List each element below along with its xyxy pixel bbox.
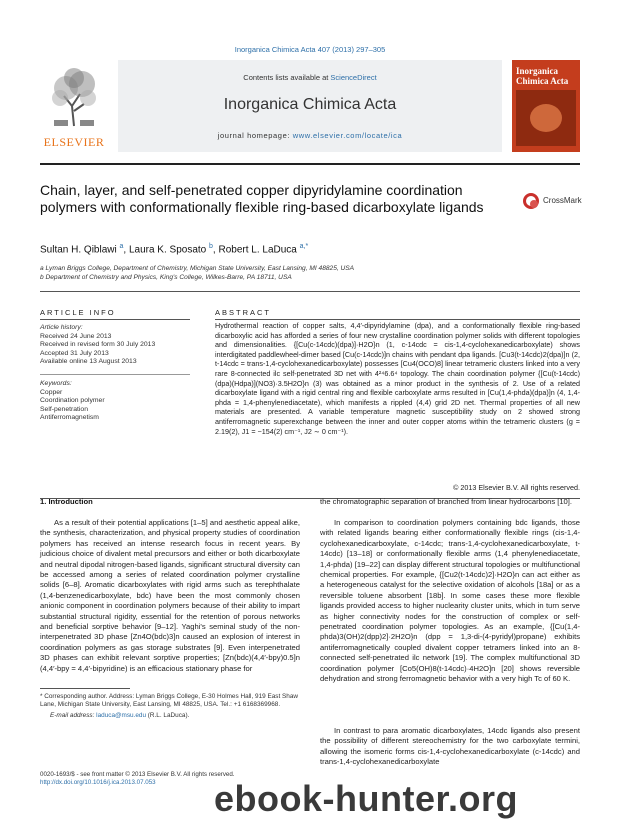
elsevier-logo	[40, 60, 108, 152]
journal-homepage-link[interactable]: www.elsevier.com/locate/ica	[292, 131, 403, 140]
author-name[interactable]: Sultan H. Qiblawi	[40, 244, 117, 256]
journal-reference[interactable]: Inorganica Chimica Acta 407 (2013) 297–305	[234, 45, 386, 54]
tree-logo-icon	[46, 66, 102, 128]
author-list: Sultan H. Qiblawi $^a$, Laura K. Sposato $^b$, Robert L. LaDuca $^{a,*}$	[40, 243, 309, 256]
abstract-rule	[215, 319, 580, 320]
publisher-wordmark: ELSEVIER	[43, 135, 105, 149]
copyright-notice: © 2013 Elsevier B.V. All rights reserved.	[453, 483, 580, 492]
affiliation: a Lyman Briggs College, Department of Chemistry, Michigan State University, East Lansing, MI 48825, USA	[40, 265, 355, 272]
affiliation: b Department of Chemistry and Physics, King's College, Wilkes-Barre, PA 18711, USA	[40, 274, 292, 281]
keyword: Antiferromagnetism	[40, 414, 99, 422]
crossmark-label: CrossMark	[543, 196, 582, 205]
footnote-rule	[40, 688, 130, 689]
watermark: ebook-hunter.org	[214, 778, 518, 819]
history-item: Received in revised form 30 July 2013	[40, 341, 156, 349]
molecule-graphic	[530, 104, 562, 132]
sciencedirect-link[interactable]: ScienceDirect	[330, 73, 377, 82]
article-info-rule	[40, 319, 190, 320]
crossmark-badge[interactable]	[523, 193, 593, 209]
abstract-text: Hydrothermal reaction of copper salts, 4,4′-dipyridylamine (dpa), and a conformationally flexible ring-based dicarboxylic acid has afforded a series of four new crystalline coordination polymer solids with different topologies and dimensionalities. {[Cu(c-14cdc)(dpa)]·H2O}n (1, c-14cdc = cis-1,4-cyclohexanedicarboxylate) shows interdigitated paddlewheel-dimer based [Cu(c-14cdc)]n chains with pendant dpa ligands. [Cu3(t-14cdc)2(dpa)]n (2, t-14cdc = trans-1,4-cyclohexanedicarboxylate) possesses [Cu4(OCO)8] linear tetrameric clusters linked into a very rare 8-connected ilc self-penetrated 3D net with 4²⁴6.6⁴ topology. The chain coordination polymer {[Cu(t-14cdc)(dpa)(Hdpa)](NO3)·3.5H2O}n (3) was obtained as a minor product in the synthesis of 2. Use of a related dicarboxylate ligand with a rigid central ring and flexible carboxylate arms resulted in [Cu(1,4-phda)(dpa)]n (4, 1,4-phda = 1,4-phenylenediacetate), which manifests a rippled (4,4) grid 2D net. Thermal properties of all new materials are presented. A variable temperature magnetic susceptibility study on 2 showed strong antiferromagnetic superexchange between the inner and outer copper atoms within the tetrameric clusters (g = 2.19(2), J1 = −154(2) cm⁻¹, J2 ∼ 0 cm⁻¹).	[215, 321, 580, 436]
author-affiliation-mark[interactable]: b	[209, 243, 213, 250]
contents-line: Contents lists available at ScienceDirect	[243, 73, 377, 82]
masthead	[40, 60, 580, 153]
journal-title: Inorganica Chimica Acta	[223, 96, 397, 113]
cover-artwork	[516, 90, 576, 146]
keyword: Self-penetration	[40, 405, 88, 413]
cover-title: Inorganica Chimica Acta	[516, 66, 569, 86]
header-rule	[40, 163, 580, 165]
section-heading: 1. Introduction	[40, 497, 93, 506]
affiliation-rule	[40, 291, 580, 292]
history-item: Accepted 31 July 2013	[40, 349, 109, 357]
journal-homepage: journal homepage: www.elsevier.com/locate/ica	[217, 131, 403, 140]
article-title: Chain, layer, and self-penetrated copper dipyridylamine coordination polymers with conformationally flexible ring-based dicarboxylate ligands	[40, 182, 484, 215]
masthead-banner	[118, 60, 502, 152]
keyword: Coordination polymer	[40, 397, 105, 405]
abstract-heading: ABSTRACT	[215, 308, 272, 317]
article-history-label: Article history:	[40, 324, 83, 331]
issn-line: 0020-1693/$ - see front matter © 2013 Elsevier B.V. All rights reserved.	[40, 771, 235, 778]
history-item: Available online 13 August 2013	[40, 358, 137, 366]
author-affiliation-mark[interactable]: a,*	[299, 243, 309, 250]
doi-link[interactable]: http://dx.doi.org/10.1016/j.ica.2013.07.053	[40, 779, 156, 787]
body-paragraph: As a result of their potential applications [1–5] and aesthetic appeal alike, the synthesis, characterization, and physical property studies of coordination polymers has received an intense research focus in recent years. By judicious choice of divalent metal precursors and either or both dicarboxylate and neutral dipodal nitrogen-based ligands, significant structural diversity can be accessed among a series of related coordination polymer crystalline solids [6–8]. Aromatic dicarboxylates with rigid arms such as terephthalate (1,4-benzenedicarboxylate, bdc) have been the most commonly chosen anionic component in coordination polymers because of their ability to impart substantial structural rigidity, essential for the retention of porous networks and beneficial sorptive behavior [9–12]. Yaghi's seminal study of the non-interpenetrated 3D phase [Zn4O(bdc)3]n caused an explosion of interest in coordination polymers as gas storage substrates [9]. Even interpenetrated 3D phases can exhibit relevant sorptive properties; [Zn(bdc)(4,4′-bpy)0.5]n (4,4′-bpy = 4,4′-bipyridine) is an efficacious stationary phase for	[40, 518, 300, 673]
email-line: E-mail address: laduca@msu.edu (R.L. LaDuca).	[50, 712, 190, 720]
body-paragraph: In contrast to para aromatic dicarboxylates, 14cdc ligands also present the possibility of different stereochemistry for the two carboxylate termini, allowing the isomeric forms cis-1,4-cyclohexanedicarboxylate (c-14cdc) and trans-1,4-cyclohexanedicarboxylate	[320, 726, 580, 767]
keywords-divider	[40, 374, 190, 375]
history-item: Received 24 June 2013	[40, 332, 112, 340]
author-name[interactable]: Robert L. LaDuca	[218, 244, 297, 256]
article-info-panel	[40, 324, 190, 423]
journal-cover-image	[512, 60, 580, 152]
corresponding-author-footnote: * Corresponding author. Address: Lyman Briggs College, E-30 Holmes Hall, 919 East Shaw Lane, Michigan State University, East Lansing, MI 48825, USA. Tel.: +1 6168369968. E-mail address: laduca@msu.edu (R.L. LaDuca).	[40, 693, 299, 720]
body-paragraph: the chromatographic separation of branched from linear hydrocarbons [10].	[320, 497, 573, 506]
body-paragraph: In comparison to coordination polymers containing bdc ligands, those with related ligands bearing either conformationally flexible rings (cis-1,4-cyclohexanedicarboxylate, c-14cdc; trans-1,4-cyclohexanedicarboxylate, t-14cdc) [13–18] or conformationally flexible arms (1,4 phenylenediacetate, 1,4-phda) [19–22] can display different structural topologies or multifunctional chemical properties. For example, {[Cu2(t-14cdc)2]·H2O}n can act either as a heterogeneous catalyst for the selective oxidation of alcohols [18a] or as a reversible toluene absorbent [18b]. In some cases these more flexible ligands provided access to higher nuclearity cluster units, which in turn serve as higher connectivity nodes for the construction of complex or self-penetrated coordination polymer topologies. As an example, {[Cu(1,4-phda)3(OH)2(dpp)2]·2H2O}n (dpp = 1,3-di-(4-pyridyl)propane) exhibits antiferromagnetically coupled divalent copper tetramers linked into an 8-connected self-penetrated ilc network [19]. The complex multifunctional 3D coordination polymer [Co5(OH)8(t-14cdc)·4H2O]n [20] shows reversible dehydration and strong ferromagnetic behavior with a very high Tc of 60 K.	[320, 518, 580, 684]
keywords-label: Keywords:	[40, 379, 72, 387]
keyword: Copper	[40, 388, 63, 396]
author-name[interactable]: Laura K. Sposato	[128, 244, 207, 256]
author-email-link[interactable]: laduca@msu.edu	[96, 712, 147, 720]
author-affiliation-mark[interactable]: a	[119, 243, 124, 250]
crossmark-icon	[523, 193, 539, 209]
article-info-heading: ARTICLE INFO	[40, 308, 116, 317]
